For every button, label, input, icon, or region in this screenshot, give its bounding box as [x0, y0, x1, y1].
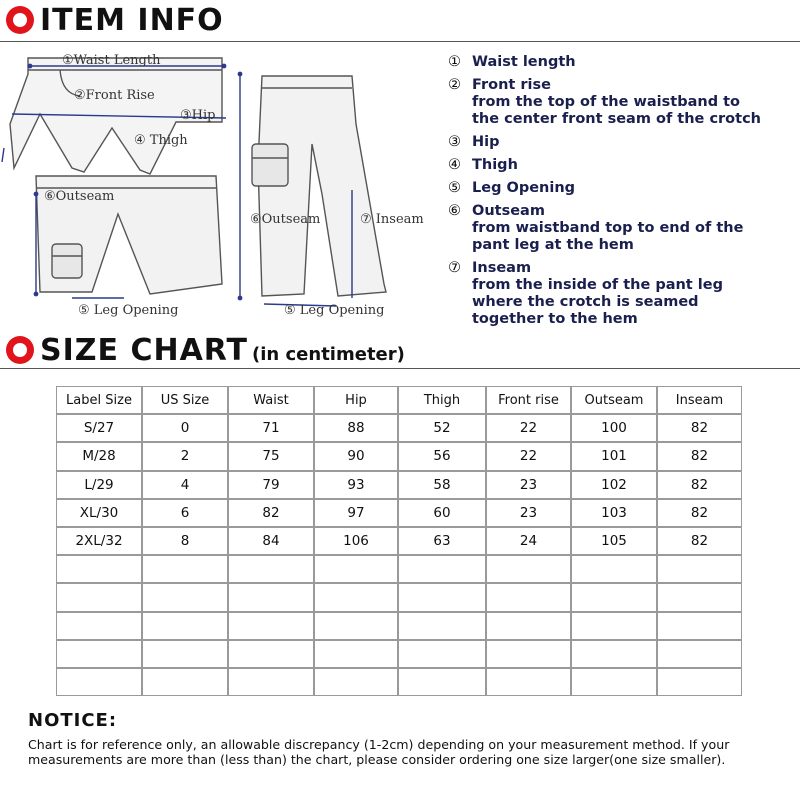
- outseam-short-label: ⑥Outseam: [44, 189, 115, 204]
- table-cell-empty: [571, 555, 657, 583]
- table-cell: 106: [314, 527, 398, 555]
- table-cell: 102: [571, 471, 657, 499]
- leg-opening-long-label: ⑤ Leg Opening: [284, 303, 385, 318]
- col-header-thigh: Thigh: [398, 386, 486, 414]
- header-divider: [0, 41, 800, 42]
- table-cell-empty: [142, 640, 228, 668]
- table-cell-empty: [486, 640, 571, 668]
- table-cell-empty: [228, 555, 314, 583]
- table-cell-empty: [398, 612, 486, 640]
- notice-title: NOTICE:: [28, 710, 118, 731]
- table-row-empty: [56, 612, 742, 640]
- size-chart-header: [0, 330, 800, 370]
- table-cell-empty: [56, 612, 142, 640]
- inseam-label: ⑦ Inseam: [360, 212, 424, 227]
- table-cell-empty: [398, 668, 486, 696]
- legend-desc: from the top of the waistband to: [472, 94, 741, 110]
- table-cell: 6: [142, 499, 228, 527]
- size-chart-divider: [0, 368, 800, 369]
- table-cell: 82: [228, 499, 314, 527]
- legend-label: Thigh: [472, 157, 518, 173]
- thigh-label: ④ Thigh: [134, 133, 188, 148]
- item-info-header: [0, 0, 800, 40]
- table-cell: 56: [398, 442, 486, 470]
- front-rise-label: ②Front Rise: [74, 88, 155, 103]
- table-cell: 23: [486, 471, 571, 499]
- notice-text: Chart is for reference only, an allowable discrepancy (1-2cm) depending on your measurement method. If your measurements are more than (less than) the chart, please consider ordering one size larger(one size smaller).: [28, 737, 730, 767]
- measurement-legend: [448, 54, 798, 334]
- legend-item-leg-opening: [448, 180, 798, 197]
- red-ring-icon: [6, 6, 34, 34]
- pants-illustration: [0, 44, 440, 330]
- table-cell: 58: [398, 471, 486, 499]
- col-header-label-size: Label Size: [56, 386, 142, 414]
- table-cell: 0: [142, 414, 228, 442]
- waist-length-label: ①Waist Length: [62, 53, 161, 68]
- table-cell-empty: [228, 668, 314, 696]
- table-cell-empty: [398, 640, 486, 668]
- table-row: [56, 442, 742, 470]
- table-cell: 105: [571, 527, 657, 555]
- legend-desc: where the crotch is seamed: [472, 294, 699, 310]
- hip-label: ③Hip: [180, 108, 216, 123]
- table-cell-empty: [657, 583, 742, 611]
- table-cell: 82: [657, 442, 742, 470]
- table-cell: 101: [571, 442, 657, 470]
- legend-desc: together to the hem: [472, 311, 638, 327]
- table-cell: 52: [398, 414, 486, 442]
- table-header-row: [56, 386, 742, 414]
- table-cell: 97: [314, 499, 398, 527]
- table-row-empty: [56, 668, 742, 696]
- table-cell-empty: [657, 555, 742, 583]
- table-cell: 2: [142, 442, 228, 470]
- table-cell: 24: [486, 527, 571, 555]
- legend-label: Leg Opening: [472, 180, 576, 196]
- table-cell-empty: [657, 668, 742, 696]
- table-cell: 82: [657, 527, 742, 555]
- table-cell-empty: [314, 612, 398, 640]
- size-chart-body: [56, 414, 742, 696]
- table-cell-empty: [314, 668, 398, 696]
- legend-item-hip: [448, 134, 798, 151]
- table-cell: 82: [657, 499, 742, 527]
- table-cell: 100: [571, 414, 657, 442]
- table-cell: L/29: [56, 471, 142, 499]
- table-cell-empty: [142, 612, 228, 640]
- legend-item-front-rise: [448, 77, 798, 128]
- table-cell: 88: [314, 414, 398, 442]
- legend-label: Outseam: [472, 203, 545, 219]
- item-info-title: ITEM INFO: [40, 2, 224, 38]
- table-cell-empty: [571, 640, 657, 668]
- legend-desc: from waistband top to end of the: [472, 220, 744, 236]
- table-cell-empty: [228, 612, 314, 640]
- table-cell: 8: [142, 527, 228, 555]
- table-cell-empty: [571, 583, 657, 611]
- table-cell-empty: [56, 555, 142, 583]
- table-cell-empty: [228, 583, 314, 611]
- table-cell-empty: [486, 555, 571, 583]
- size-chart-subtitle: (in centimeter): [252, 343, 405, 365]
- table-cell-empty: [142, 668, 228, 696]
- table-cell: 4: [142, 471, 228, 499]
- table-cell-empty: [571, 668, 657, 696]
- table-cell-empty: [657, 640, 742, 668]
- table-cell-empty: [56, 668, 142, 696]
- table-cell: 2XL/32: [56, 527, 142, 555]
- col-header-waist: Waist: [228, 386, 314, 414]
- table-cell: 82: [657, 471, 742, 499]
- legend-number: ⑦: [448, 260, 461, 276]
- legend-number: ⑥: [448, 203, 461, 219]
- table-cell: 23: [486, 499, 571, 527]
- legend-label: Waist length: [472, 54, 576, 70]
- table-row: [56, 414, 742, 442]
- table-cell-empty: [571, 612, 657, 640]
- table-cell: M/28: [56, 442, 142, 470]
- legend-label: Front rise: [472, 77, 551, 93]
- legend-number: ③: [448, 134, 461, 150]
- size-chart-table: [56, 386, 742, 696]
- table-cell-empty: [142, 555, 228, 583]
- leg-opening-short-label: ⑤ Leg Opening: [78, 303, 179, 318]
- table-cell: 63: [398, 527, 486, 555]
- table-cell: 93: [314, 471, 398, 499]
- measurement-diagram: [0, 44, 440, 330]
- table-cell: 84: [228, 527, 314, 555]
- table-cell: XL/30: [56, 499, 142, 527]
- table-cell-empty: [228, 640, 314, 668]
- col-header-hip: Hip: [314, 386, 398, 414]
- legend-item-thigh: [448, 157, 798, 174]
- table-cell-empty: [314, 555, 398, 583]
- table-cell-empty: [486, 612, 571, 640]
- legend-item-outseam: [448, 203, 798, 254]
- legend-item-waist: [448, 54, 798, 71]
- table-cell-empty: [398, 583, 486, 611]
- table-cell-empty: [398, 555, 486, 583]
- table-row-empty: [56, 640, 742, 668]
- table-cell-empty: [142, 583, 228, 611]
- table-cell: S/27: [56, 414, 142, 442]
- col-header-front-rise: Front rise: [486, 386, 571, 414]
- legend-number: ①: [448, 54, 461, 70]
- table-cell: 22: [486, 442, 571, 470]
- legend-desc: from the inside of the pant leg: [472, 277, 723, 293]
- size-chart-title: SIZE CHART: [40, 332, 249, 368]
- table-cell: 71: [228, 414, 314, 442]
- table-row: [56, 471, 742, 499]
- table-cell: 60: [398, 499, 486, 527]
- legend-desc: the center front seam of the crotch: [472, 111, 761, 127]
- red-ring-icon: [6, 336, 34, 364]
- table-cell-empty: [314, 640, 398, 668]
- legend-label: Hip: [472, 134, 500, 150]
- outseam-long-label: ⑥Outseam: [250, 212, 321, 227]
- table-row: [56, 499, 742, 527]
- legend-label: Inseam: [472, 260, 532, 276]
- legend-number: ④: [448, 157, 461, 173]
- legend-number: ②: [448, 77, 461, 93]
- col-header-inseam: Inseam: [657, 386, 742, 414]
- table-row: [56, 527, 742, 555]
- col-header-outseam: Outseam: [571, 386, 657, 414]
- table-cell-empty: [314, 583, 398, 611]
- col-header-us-size: US Size: [142, 386, 228, 414]
- table-row-empty: [56, 583, 742, 611]
- legend-item-inseam: [448, 260, 798, 328]
- notice-section: [28, 710, 788, 767]
- table-cell-empty: [486, 668, 571, 696]
- table-cell-empty: [486, 583, 571, 611]
- table-cell-empty: [657, 612, 742, 640]
- table-cell: 82: [657, 414, 742, 442]
- table-cell: 79: [228, 471, 314, 499]
- table-cell: 90: [314, 442, 398, 470]
- legend-desc: pant leg at the hem: [472, 237, 634, 253]
- table-cell: 103: [571, 499, 657, 527]
- table-row-empty: [56, 555, 742, 583]
- table-cell: 22: [486, 414, 571, 442]
- table-cell-empty: [56, 583, 142, 611]
- table-cell-empty: [56, 640, 142, 668]
- table-cell: 75: [228, 442, 314, 470]
- legend-number: ⑤: [448, 180, 461, 196]
